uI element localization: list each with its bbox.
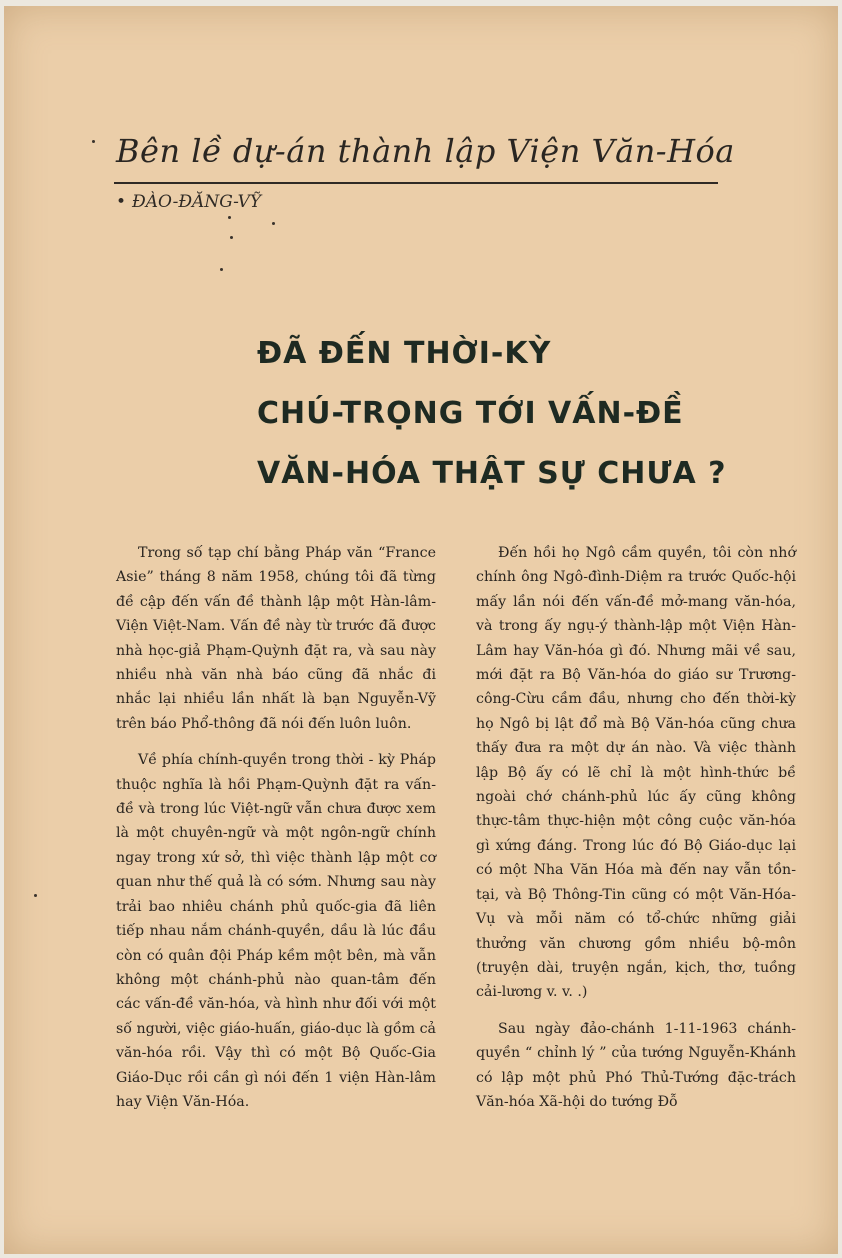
bullet-icon: •: [116, 192, 127, 212]
title-line: VĂN-HÓA THẬT SỰ CHƯA ?: [257, 456, 727, 491]
paper-speck: [272, 222, 275, 225]
author-name: ĐÀO-ĐĂNG-VỸ: [132, 192, 262, 212]
article-author: [116, 192, 261, 212]
article-kicker: Bên lề dự-án thành lập Viện Văn-Hóa: [116, 132, 735, 170]
title-line: ĐÃ ĐẾN THỜI-KỲ: [257, 336, 552, 371]
paper-speck: [230, 236, 233, 239]
title-line: CHÚ-TRỌNG TỚI VẤN-ĐỀ: [257, 396, 684, 431]
paper-speck: [220, 268, 223, 271]
paper-speck: [92, 140, 95, 143]
paragraph: Sau ngày đảo-chánh 1-11-1963 chánh-quyền “ chỉnh lý ” của tướng Nguyễn-Khánh có lập một phủ Phó Thủ-Tướng đặc-trách Văn-hóa Xã-hội do tướng Đỗ: [476, 1020, 796, 1110]
right-column: [476, 541, 796, 1126]
paragraph: Đến hồi họ Ngô cầm quyền, tôi còn nhớ chính ông Ngô-đình-Diệm ra trước Quốc-hội mấy lần nói đến vấn-đề mở-mang văn-hóa, và trong ấy ngụ-ý thành-lập một Viện Hàn-Lâm hay Văn-hóa gì đó. Nhưng mãi về sau, mới đặt ra Bộ Văn-hóa do giáo sư Trương-công-Cừu cầm đầu, nhưng cho đến thời-kỳ họ Ngô bị lật đổ mà Bộ Văn-hóa cũng chưa thấy đưa ra một dự án nào. Và việc thành lập Bộ ấy có lẽ chỉ là một hình-thức bề ngoài chớ chánh-phủ lúc ấy cũng không thực-tâm thực-hiện một công cuộc văn-hóa gì xứng đáng. Trong lúc đó Bộ Giáo-dục lại có một Nha Văn Hóa mà đến nay vẫn tồn-tại, và Bộ Thông-Tin cũng có một Văn-Hóa-Vụ và mỗi năm có tổ-chức những giải thưởng văn chương gồm nhiều bộ-môn (truyện dài, truyện ngắn, kịch, thơ, tuồng cải-lương v. v. .): [476, 545, 796, 1001]
paper-speck: [34, 894, 37, 897]
kicker-rule: [114, 182, 718, 184]
paragraph: Về phía chính-quyền trong thời - kỳ Pháp thuộc nghĩa là hồi Phạm-Quỳnh đặt ra vấn-đề và trong lúc Việt-ngữ vẫn chưa được xem là một chuyên-ngữ và một ngôn-ngữ chính ngay trong xứ sở, thì việc thành lập một cơ quan như thế quả là có sớm. Nhưng sau này trải bao nhiêu chánh phủ quốc-gia đã liên tiếp nhau nắm chánh-quyền, dầu là lúc đầu còn có quân đội Pháp kềm một bên, mà vẫn không một chánh-phủ nào quan-tâm đến các vấn-đề văn-hóa, và hình như đối với một số người, việc giáo-huấn, giáo-dục là gồm cả văn-hóa rồi. Vậy thì có một Bộ Quốc-Gia Giáo-Dục rồi cần gì nói đến 1 viện Hàn-lâm hay Viện Văn-Hóa.: [116, 752, 436, 1110]
left-column: [116, 541, 436, 1126]
paragraph: Trong số tạp chí bằng Pháp văn “France Asie” tháng 8 năm 1958, chúng tôi đã từng đề cập đến vấn đề thành lập một Hàn-lâm-Viện Việt-Nam. Vấn đề này từ trước đã được nhà học-giả Phạm-Quỳnh đặt ra, và sau này nhiều nhà văn nhà báo cũng đã nhắc đi nhắc lại nhiều lần nhất là bạn Nguyễn-Vỹ trên báo Phổ-thông đã nói đến luôn luôn.: [116, 545, 436, 732]
article-title: [257, 324, 817, 504]
magazine-page: [4, 6, 838, 1254]
paper-speck: [228, 216, 231, 219]
